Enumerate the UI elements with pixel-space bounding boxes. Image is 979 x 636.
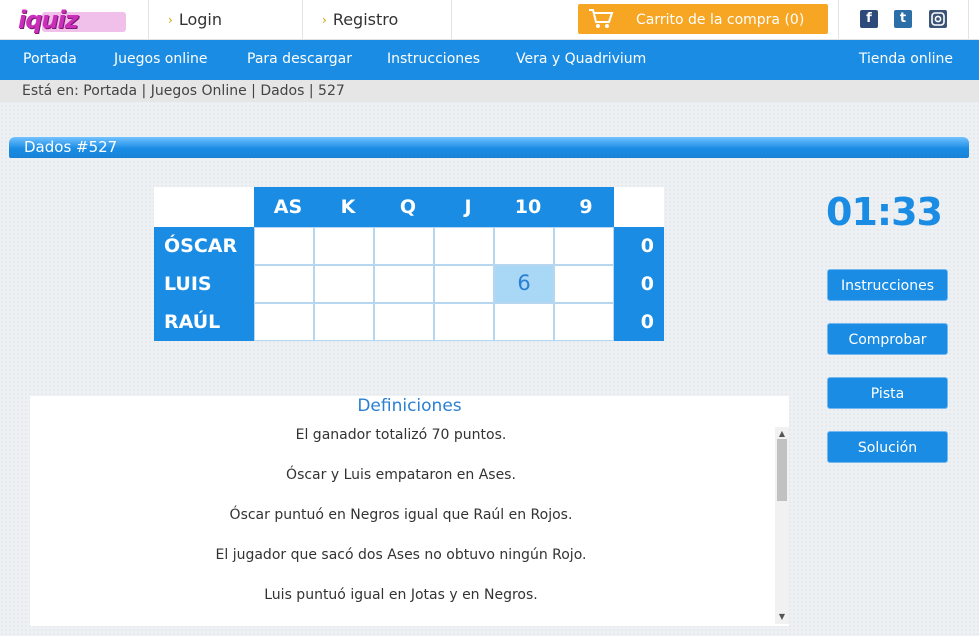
player-score: 0 bbox=[614, 303, 664, 341]
grid-cell[interactable] bbox=[374, 303, 434, 341]
main-nav bbox=[0, 40, 979, 80]
nav-item-instrucciones[interactable]: Instrucciones bbox=[387, 51, 481, 67]
puzzle-title: Dados #527 bbox=[24, 138, 118, 156]
definitions-panel bbox=[30, 396, 789, 626]
instagram-icon[interactable] bbox=[929, 10, 947, 28]
grid-cell[interactable] bbox=[314, 227, 374, 265]
clue-item: Óscar y Luis empataron en Ases. bbox=[286, 467, 516, 483]
divider bbox=[451, 0, 452, 40]
site-logo[interactable] bbox=[18, 8, 126, 34]
puzzle-title-bar bbox=[9, 137, 969, 158]
score-header bbox=[614, 187, 664, 227]
grid-cell[interactable] bbox=[434, 227, 494, 265]
clue-item: El ganador totalizó 70 puntos. bbox=[295, 427, 507, 443]
column-header: J bbox=[438, 187, 498, 227]
scroll-up-arrow-icon[interactable]: ▲ bbox=[778, 429, 786, 438]
grid-cell[interactable] bbox=[434, 265, 494, 303]
divider bbox=[838, 0, 839, 40]
nav-item-vera-quadrivium[interactable]: Vera y Quadrivium bbox=[516, 51, 647, 67]
grid-cell[interactable] bbox=[554, 227, 614, 265]
grid-cell[interactable] bbox=[254, 303, 314, 341]
divider bbox=[302, 0, 303, 40]
chevron-right-icon: › bbox=[168, 13, 173, 27]
nav-item-portada[interactable]: Portada bbox=[23, 51, 77, 67]
nav-item-para-descargar[interactable]: Para descargar bbox=[247, 51, 352, 67]
player-name: LUIS bbox=[154, 265, 254, 303]
definitions-scrollbar[interactable] bbox=[775, 427, 789, 624]
twitter-icon[interactable]: t bbox=[894, 10, 912, 28]
player-score: 0 bbox=[614, 265, 664, 303]
grid-cell-selected[interactable]: 6 bbox=[494, 265, 554, 303]
column-header: K bbox=[318, 187, 378, 227]
register-link[interactable] bbox=[322, 10, 398, 29]
column-header: Q bbox=[378, 187, 438, 227]
solution-button[interactable]: Solución bbox=[827, 431, 948, 463]
grid-cell[interactable] bbox=[254, 227, 314, 265]
cart-button[interactable] bbox=[578, 4, 828, 34]
breadcrumb-text: Está en: Portada | Juegos Online | Dados | 527 bbox=[22, 83, 345, 99]
scroll-thumb[interactable] bbox=[777, 439, 787, 501]
column-header: AS bbox=[258, 187, 318, 227]
nav-item-tienda-online[interactable]: Tienda online bbox=[858, 51, 953, 67]
divider bbox=[148, 0, 149, 40]
grid-cell[interactable] bbox=[494, 227, 554, 265]
grid-cell[interactable] bbox=[554, 303, 614, 341]
hint-button[interactable]: Pista bbox=[827, 377, 948, 409]
grid-cell[interactable] bbox=[254, 265, 314, 303]
grid-cell[interactable] bbox=[374, 227, 434, 265]
timer: 01:33 bbox=[826, 190, 942, 234]
column-header: 10 bbox=[498, 187, 558, 227]
clue-item: Óscar puntuó en Negros igual que Raúl en Rojos. bbox=[229, 507, 573, 523]
instagram-glyph bbox=[929, 10, 947, 28]
player-score: 0 bbox=[614, 227, 664, 265]
divider bbox=[968, 0, 969, 40]
grid-cell[interactable] bbox=[434, 303, 494, 341]
login-link[interactable] bbox=[168, 10, 222, 29]
register-label: Registro bbox=[332, 10, 399, 29]
login-label: Login bbox=[178, 10, 222, 29]
column-header: 9 bbox=[558, 187, 614, 227]
player-name: RAÚL bbox=[154, 303, 254, 341]
grid-corner bbox=[154, 187, 254, 227]
grid-cell[interactable] bbox=[314, 303, 374, 341]
grid-cell[interactable] bbox=[494, 303, 554, 341]
shopping-cart-icon bbox=[588, 8, 614, 30]
clue-item: Luis puntuó igual en Jotas y en Negros. bbox=[264, 587, 538, 603]
nav-item-juegos-online[interactable]: Juegos online bbox=[114, 51, 208, 67]
facebook-icon[interactable]: f bbox=[860, 10, 878, 28]
definitions-title: Definiciones bbox=[357, 396, 462, 416]
check-button[interactable]: Comprobar bbox=[827, 323, 948, 355]
grid-cell[interactable] bbox=[374, 265, 434, 303]
player-name: ÓSCAR bbox=[154, 227, 254, 265]
grid-cell[interactable] bbox=[314, 265, 374, 303]
scroll-down-arrow-icon[interactable]: ▼ bbox=[778, 612, 786, 621]
top-bar bbox=[0, 0, 979, 40]
clue-item: El jugador que sacó dos Ases no obtuvo ningún Rojo. bbox=[215, 547, 587, 563]
chevron-right-icon: › bbox=[322, 13, 327, 27]
instructions-button[interactable]: Instrucciones bbox=[827, 269, 948, 301]
cart-label: Carrito de la compra (0) bbox=[636, 12, 805, 28]
grid-cell[interactable] bbox=[554, 265, 614, 303]
breadcrumb bbox=[0, 80, 979, 102]
logo-text: iquiz bbox=[18, 6, 78, 34]
